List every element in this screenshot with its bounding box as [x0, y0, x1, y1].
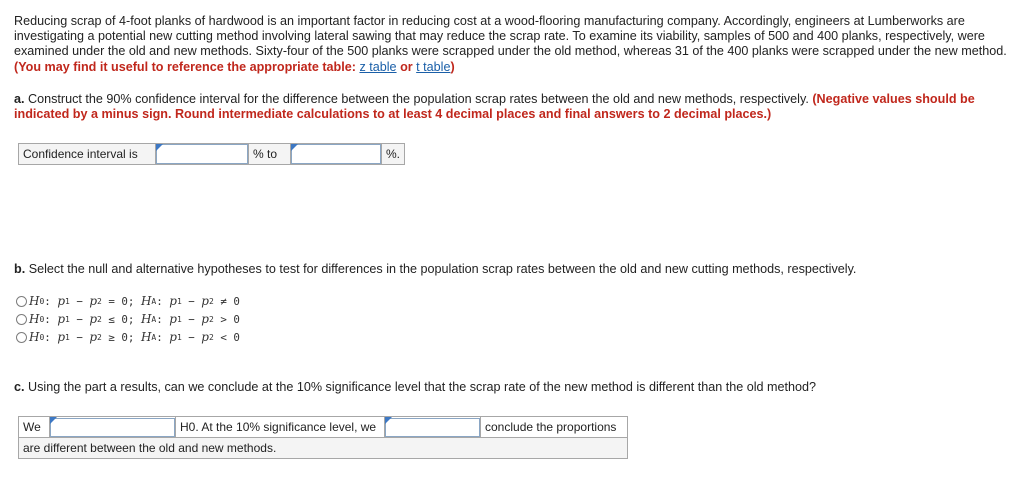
zero: 0 [233, 330, 240, 344]
radio-button[interactable] [16, 296, 27, 307]
part-a-label: a. [14, 92, 25, 106]
radio-button[interactable] [16, 314, 27, 325]
ci-end-text: %. [382, 144, 405, 165]
we-label: We [19, 417, 50, 438]
p-sub: 2 [208, 332, 214, 342]
zero: 0 [233, 294, 240, 308]
part-c-label: c. [14, 380, 25, 394]
h0-symbol: H [29, 312, 40, 326]
decision-cell [50, 417, 176, 438]
part-a-question [14, 92, 1014, 122]
conclusion-table [18, 416, 628, 459]
problem-intro: Reducing scrap of 4-foot planks of hardwood is an important factor in reducing cost at a wood-flooring manufacturing company. Accordingly, engineers at Lumberworks are investigating a potential new cutting method involving lateral sawing that may reduce the scrap rate. To examine its viability, samples of 500 and 400 planks, respectively, were examined under the old and new methods. Sixty-four of the 500 planks were scrapped under the old method, whereas 31 of the 400 planks were scrapped under the new method. [14, 14, 1007, 59]
part-a-instructions: (Negative values should be indicated by a minus sign. Round intermediate calculations to at least 4 decimal places and final answers to 2 decimal places.) [14, 92, 975, 122]
p-sub: 2 [208, 314, 214, 324]
zero: 0 [233, 312, 240, 326]
p-symbol: p [57, 294, 65, 308]
p-sub: 2 [97, 314, 102, 324]
ci-upper-input[interactable] [291, 144, 381, 164]
h0-relation: ≤ [108, 312, 115, 326]
h0-symbol: H [29, 294, 40, 308]
can-cannot-dropdown[interactable] [385, 418, 480, 437]
t-table-link[interactable]: t table [416, 59, 451, 74]
p-symbol: p [201, 330, 209, 344]
radio-button[interactable] [16, 332, 27, 343]
confidence-interval-row [18, 143, 405, 165]
ha-symbol: H [140, 330, 152, 344]
p-symbol: p [201, 312, 209, 326]
part-b-text: Select the null and alternative hypotheses to test for differences in the population scrap rates between the old and new cutting methods, respectively. [28, 262, 857, 276]
p-symbol: p [169, 312, 177, 326]
part-a-text: Construct the 90% confidence interval for the difference between the population scrap rates between the old and new methods, respectively. [28, 92, 809, 106]
conclusion-middle-text: H0. At the 10% significance level, we [176, 417, 385, 438]
part-c-text: Using the part a results, can we conclude at the 10% significance level that the scrap rate of the new method is different than the old method? [28, 380, 817, 394]
h0-symbol: H [29, 330, 40, 344]
p-symbol: p [201, 294, 209, 308]
z-table-link[interactable]: z table [359, 59, 397, 74]
p-sub: 1 [65, 314, 70, 324]
ci-mid-text: % to [249, 144, 291, 165]
p-sub: 1 [176, 296, 182, 306]
part-c-question [14, 380, 1014, 395]
p-symbol: p [57, 312, 65, 326]
p-sub: 2 [208, 296, 214, 306]
reference-suffix: ) [450, 59, 455, 74]
ha-sub: A [151, 332, 157, 342]
input-corner-icon [291, 144, 298, 151]
ci-label: Confidence interval is [19, 144, 156, 165]
p-sub: 2 [97, 332, 102, 342]
zero: 0 [121, 294, 128, 308]
input-corner-icon [156, 144, 163, 151]
p-sub: 1 [176, 332, 182, 342]
ha-symbol: H [140, 312, 152, 326]
zero: 0 [121, 330, 128, 344]
ci-upper-cell [291, 144, 382, 165]
ha-relation: < [220, 330, 227, 344]
p-symbol: p [89, 312, 98, 326]
ci-lower-input[interactable] [156, 144, 248, 164]
part-b-label: b. [14, 262, 26, 276]
ci-lower-cell [156, 144, 249, 165]
p-sub: 1 [176, 314, 182, 324]
h0-relation: = [108, 294, 115, 308]
ha-relation: ≠ [220, 294, 227, 308]
reference-or: or [400, 59, 413, 74]
p-symbol: p [89, 294, 98, 308]
dropdown-corner-icon [50, 417, 57, 424]
ha-relation: > [220, 312, 227, 326]
problem-statement [14, 14, 1018, 75]
can-cannot-cell [385, 417, 481, 438]
ha-sub: A [151, 314, 157, 324]
h0-relation: ≥ [108, 330, 115, 344]
h0-sub: 0 [39, 332, 45, 342]
hypothesis-option-1[interactable]: H 0 : p 1 − p 2 = 0 ; H A : p 1 − p 2 ≠ 0 [16, 294, 240, 308]
p-sub: 1 [65, 296, 70, 306]
p-sub: 2 [97, 296, 102, 306]
h0-sub: 0 [39, 314, 45, 324]
ha-symbol: H [140, 294, 152, 308]
conclusion-end-text: conclude the proportions [481, 417, 628, 438]
dropdown-corner-icon [385, 417, 392, 424]
h0-sub: 0 [39, 296, 45, 306]
decision-dropdown[interactable] [50, 418, 175, 437]
p-symbol: p [57, 330, 65, 344]
conclusion-line2: are different between the old and new methods. [19, 438, 628, 459]
p-sub: 1 [65, 332, 70, 342]
p-symbol: p [169, 294, 177, 308]
hypothesis-option-3[interactable]: H 0 : p 1 − p 2 ≥ 0 ; H A : p 1 − p 2 < 0 [16, 330, 240, 344]
ha-sub: A [151, 296, 157, 306]
part-b-question [14, 262, 1014, 277]
zero: 0 [121, 312, 128, 326]
reference-prefix: (You may find it useful to reference the appropriate table: [14, 59, 356, 74]
hypothesis-option-2[interactable]: H 0 : p 1 − p 2 ≤ 0 ; H A : p 1 − p 2 > 0 [16, 312, 240, 326]
reference-note [14, 60, 455, 74]
p-symbol: p [169, 330, 177, 344]
p-symbol: p [89, 330, 98, 344]
